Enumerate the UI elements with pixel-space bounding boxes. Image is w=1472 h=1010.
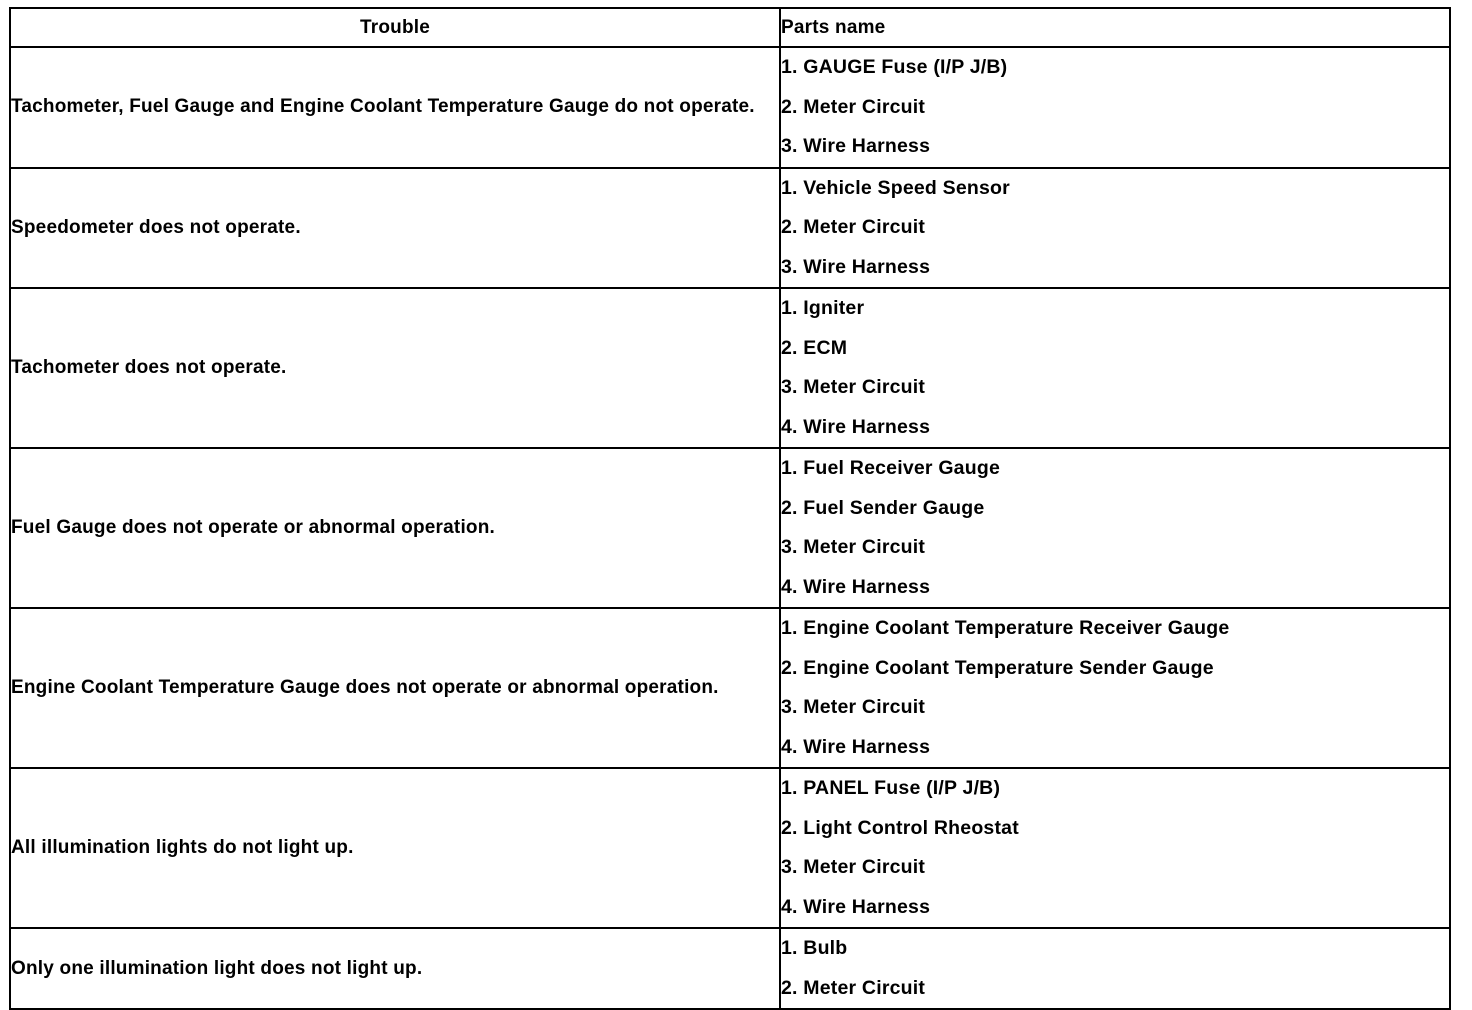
table-row [10, 928, 1450, 1009]
part-item: 1. Engine Coolant Temperature Receiver Gauge [781, 617, 1230, 639]
part-item: 3. Meter Circuit [781, 696, 926, 718]
parts-list [781, 169, 1449, 288]
part-item: 3. Wire Harness [781, 135, 931, 157]
parts-list [781, 48, 1449, 167]
part-item: 1. Bulb [781, 937, 848, 959]
parts-list [781, 769, 1449, 927]
trouble-cell: Speedometer does not operate. [10, 168, 780, 289]
parts-cell [780, 168, 1450, 289]
part-item: 2. Meter Circuit [781, 976, 926, 999]
part-item: 2. Light Control Rheostat [781, 816, 1019, 839]
part-item: 4. Wire Harness [781, 735, 931, 758]
parts-list [781, 449, 1449, 607]
parts-list [781, 609, 1449, 767]
troubleshooting-table [9, 7, 1451, 1010]
part-item: 1. PANEL Fuse (I/P J/B) [781, 777, 1001, 799]
part-item: 4. Wire Harness [781, 575, 931, 598]
table-row [10, 168, 1450, 289]
parts-cell [780, 448, 1450, 608]
part-item: 2. Meter Circuit [781, 95, 926, 118]
table-row [10, 608, 1450, 768]
part-item: 1. Fuel Receiver Gauge [781, 457, 1000, 479]
table-row [10, 47, 1450, 168]
parts-cell [780, 928, 1450, 1009]
trouble-cell: Tachometer does not operate. [10, 288, 780, 448]
parts-cell [780, 608, 1450, 768]
parts-cell [780, 47, 1450, 168]
part-item: 1. GAUGE Fuse (I/P J/B) [781, 56, 1008, 78]
trouble-cell: All illumination lights do not light up. [10, 768, 780, 928]
part-item: 3. Meter Circuit [781, 856, 926, 878]
table-row [10, 768, 1450, 928]
table-row [10, 288, 1450, 448]
part-item: 4. Wire Harness [781, 895, 931, 918]
parts-list [781, 289, 1449, 447]
part-item: 2. Engine Coolant Temperature Sender Gauge [781, 656, 1214, 679]
part-item: 2. Fuel Sender Gauge [781, 496, 985, 519]
table-header-row [10, 8, 1450, 47]
trouble-cell: Engine Coolant Temperature Gauge does not operate or abnormal operation. [10, 608, 780, 768]
trouble-column-header: Trouble [10, 8, 780, 47]
part-item: 2. Meter Circuit [781, 216, 926, 238]
trouble-cell: Only one illumination light does not light up. [10, 928, 780, 1009]
trouble-cell: Fuel Gauge does not operate or abnormal operation. [10, 448, 780, 608]
table-row [10, 448, 1450, 608]
parts-cell [780, 768, 1450, 928]
part-item: 4. Wire Harness [781, 415, 931, 438]
part-item: 2. ECM [781, 336, 848, 359]
troubleshooting-document [9, 7, 1449, 1010]
parts-cell [780, 288, 1450, 448]
part-item: 3. Meter Circuit [781, 536, 926, 558]
part-item: 3. Meter Circuit [781, 376, 926, 398]
part-item: 1. Vehicle Speed Sensor [781, 176, 1010, 199]
parts-column-header: Parts name [780, 8, 1450, 47]
trouble-cell: Tachometer, Fuel Gauge and Engine Coolant Temperature Gauge do not operate. [10, 47, 780, 168]
part-item: 1. Igniter [781, 297, 865, 319]
parts-list [781, 929, 1449, 1008]
part-item: 3. Wire Harness [781, 255, 931, 278]
